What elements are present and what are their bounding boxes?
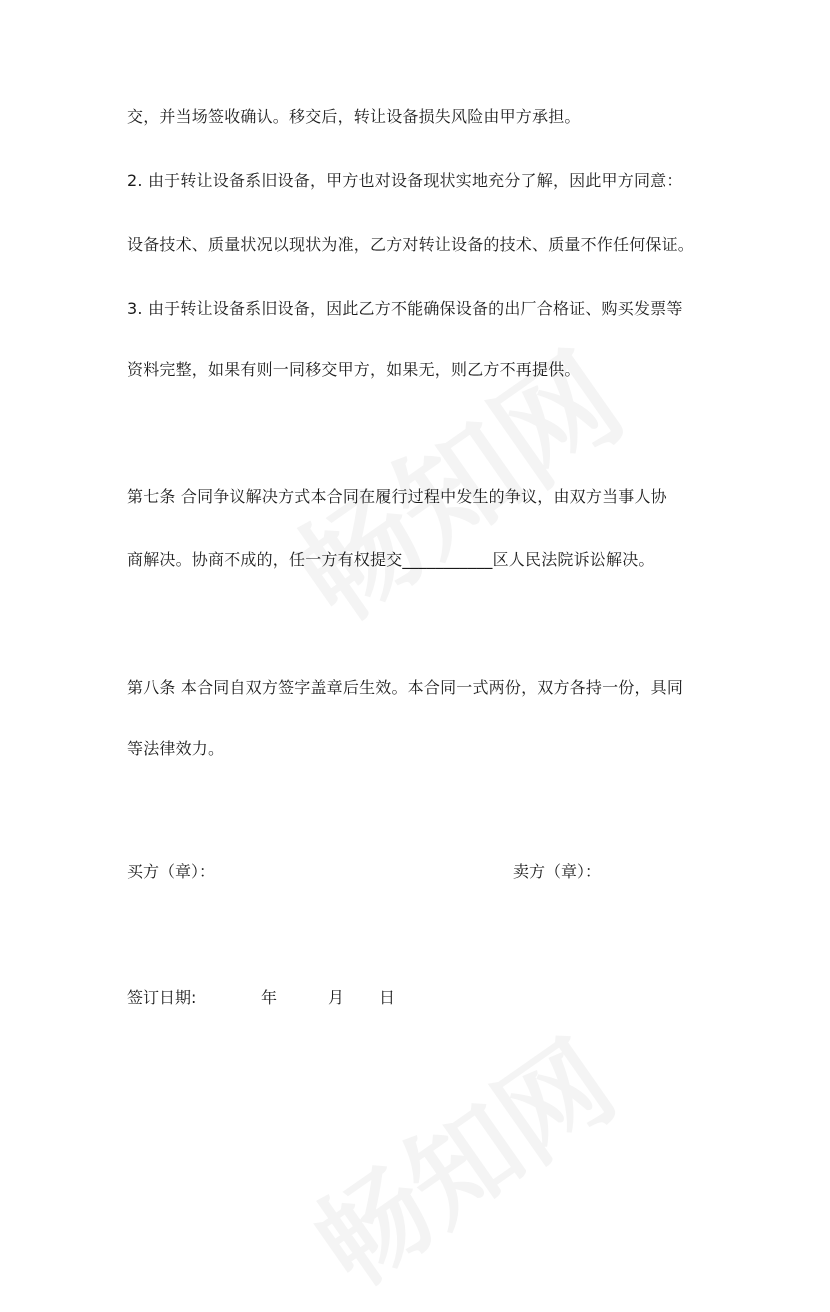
- seller-label: 卖方（章）：: [513, 862, 602, 881]
- article-7-line-2: 商解决。协商不成的，任一方有权提交___________区人民法院诉讼解决。: [127, 550, 655, 569]
- watermark-bottom: [298, 1025, 631, 1304]
- buyer-label: 买方（章）：: [127, 862, 216, 881]
- item-3-line-1: 3. 由于转让设备系旧设备，因此乙方不能确保设备的出厂合格证、购买发票等: [127, 299, 683, 318]
- paragraph-line: 交，并当场签收确认。移交后，转让设备损失风险由甲方承担。: [127, 107, 581, 126]
- item-3-line-2: 资料完整，如果有则一同移交甲方，如果无，则乙方不再提供。: [127, 360, 581, 379]
- month-label: 月: [328, 988, 345, 1007]
- article-7-line-1: 第七条 合同争议解决方式本合同在履行过程中发生的争议，由双方当事人协: [127, 487, 667, 506]
- item-2-line-1: 2. 由于转让设备系旧设备，甲方也对设备现状实地充分了解，因此甲方同意：: [127, 171, 683, 190]
- year-label: 年: [261, 988, 278, 1007]
- day-label: 日: [379, 988, 396, 1007]
- article-8-line-1: 第八条 本合同自双方签字盖章后生效。本合同一式两份，双方各持一份，具同: [127, 678, 684, 697]
- item-2-line-2: 设备技术、质量状况以现状为准，乙方对转让设备的技术、质量不作任何保证。: [127, 235, 695, 254]
- article-8-line-2: 等法律效力。: [127, 739, 225, 758]
- date-label: 签订日期:: [127, 988, 197, 1007]
